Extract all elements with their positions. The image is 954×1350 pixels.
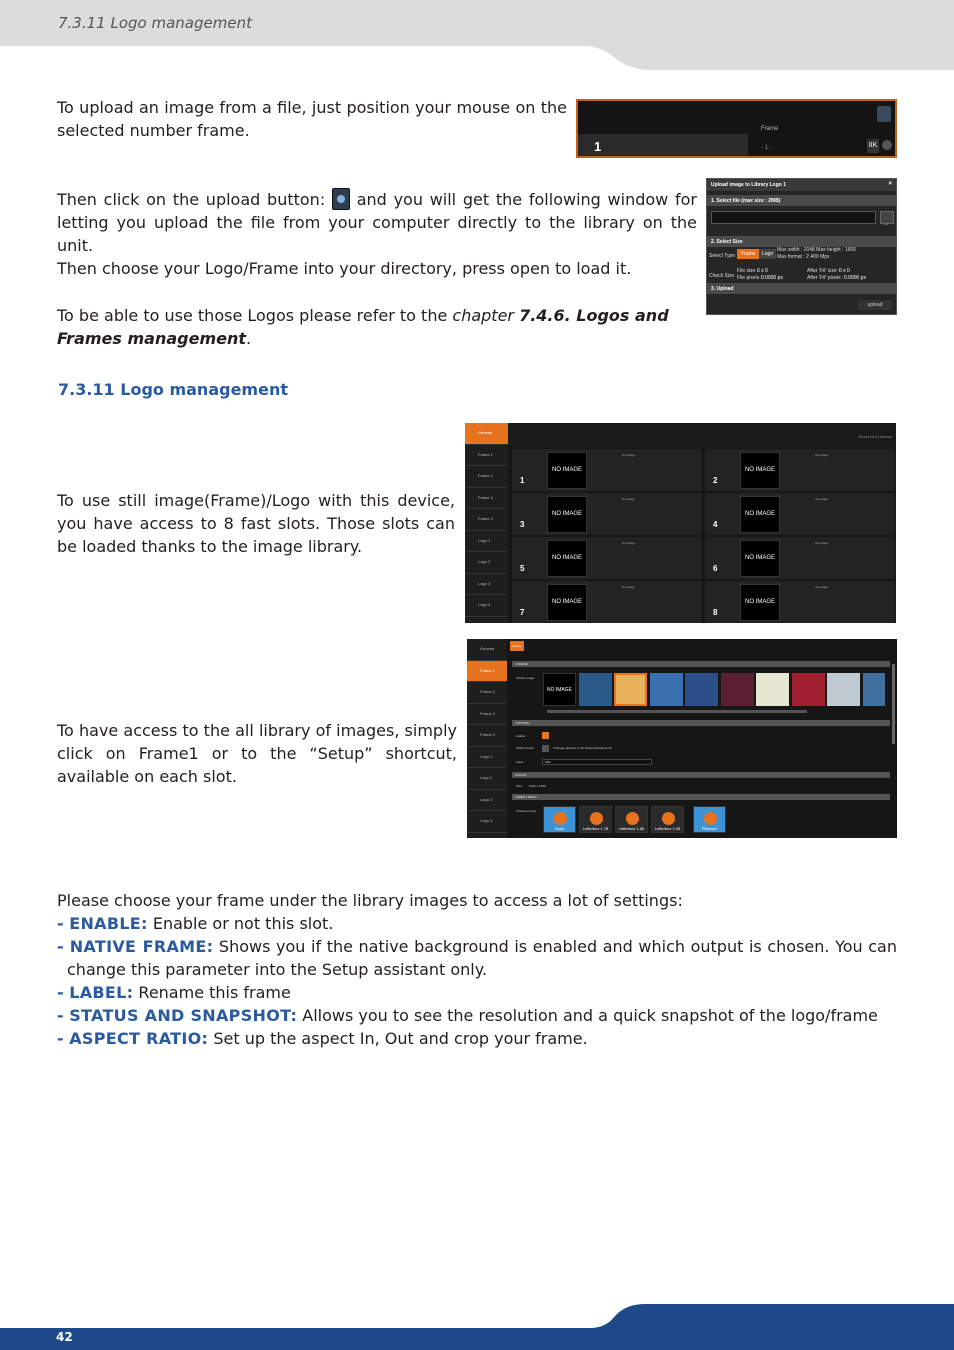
sidebar-item-general[interactable]: General: [467, 639, 507, 661]
sidebar-item-logo4[interactable]: Logo 4: [467, 811, 507, 833]
upload-click-text: [57, 188, 697, 257]
slot-1[interactable]: [512, 449, 702, 491]
slot-8[interactable]: [705, 581, 895, 623]
slot-number: 6: [713, 564, 718, 573]
size-value: 1920 x 1080: [529, 784, 546, 788]
slot-thumb: NO IMAGE: [547, 496, 587, 533]
sidebar-item-frame3[interactable]: Frame 3: [467, 704, 507, 726]
aspect-label: Letterbox 1.78: [582, 826, 609, 831]
setting-desc: Allows you to see the resolution and a quick snapshot of the logo/frame: [302, 1006, 878, 1025]
sidebar-item-logo3[interactable]: Logo 3: [465, 574, 508, 596]
aspect-pillarbox-button[interactable]: [693, 806, 726, 833]
aspect-letterbox178-button[interactable]: [579, 806, 612, 833]
sidebar-item-frame2[interactable]: Frame 2: [467, 682, 507, 704]
sidebar-item-frame1[interactable]: Frame 1: [465, 445, 508, 467]
upload-intro-text: To upload an image from a file, just position your mouse on the selected number frame.: [57, 98, 567, 140]
file-pixels-label: File pixels :: [737, 275, 763, 281]
library-thumb[interactable]: [792, 673, 825, 706]
upload-submit-button[interactable]: upload: [858, 300, 892, 310]
library-thumb-selected[interactable]: [614, 673, 647, 706]
max-dim-text: Max width : 2048 Max height : 1600: [777, 247, 856, 253]
library-scrollbar[interactable]: [547, 710, 807, 713]
file-size-label: File size :: [737, 268, 759, 274]
slot-info: No image: [622, 541, 635, 545]
setting-desc: Set up the aspect In, Out and crop your frame.: [213, 1029, 588, 1048]
choose-text: Then choose your Logo/Frame into your directory, press open to load it.: [57, 259, 632, 278]
slot-thumb: NO IMAGE: [740, 584, 780, 621]
setting-desc: Rename this frame: [138, 983, 291, 1002]
slots-sidebar: [465, 423, 508, 623]
slot-info: No image: [622, 585, 635, 589]
reset-button[interactable]: Reset All to default: [858, 434, 892, 439]
file-path-input[interactable]: [711, 211, 876, 224]
refer-chapter-title: 7.4.6. Logos and Frames management: [57, 306, 669, 348]
aspect-dot: [626, 812, 639, 825]
page-footer-band: [0, 1300, 954, 1350]
setting-term: STATUS AND SNAPSHOT:: [69, 1006, 298, 1025]
slot-thumb: NO IMAGE: [547, 540, 587, 577]
slot-5[interactable]: [512, 537, 702, 579]
slot-frame-screenshot: [576, 99, 897, 158]
setting-term: ENABLE:: [69, 914, 148, 933]
aspect-label: Pillarbox: [701, 826, 718, 831]
slots-topbar: [508, 423, 896, 448]
library-thumb[interactable]: [721, 673, 754, 706]
control-bar: CONTROL: [512, 720, 890, 726]
refer-text: [57, 304, 702, 350]
aspect-letterbox185-button[interactable]: [615, 806, 648, 833]
setting-label: - LABEL: Rename this frame: [57, 983, 291, 1002]
slot-thumb: NO IMAGE: [547, 452, 587, 489]
sidebar-item-general[interactable]: General: [465, 423, 508, 445]
after-fit-px-value: 0.0000 px: [844, 275, 866, 281]
slot-info: No image: [815, 453, 828, 457]
after-fit-px-label: After 'Fit' pixels :: [807, 275, 844, 281]
page-number: 42: [56, 1330, 73, 1344]
sidebar-item-logo2[interactable]: Logo 2: [467, 768, 507, 790]
vertical-scrollbar[interactable]: [892, 664, 895, 744]
library-thumb[interactable]: [579, 673, 612, 706]
tab-frame[interactable]: Frame: [510, 641, 524, 651]
label-input[interactable]: [542, 759, 652, 765]
setting-term: NATIVE FRAME:: [69, 937, 214, 956]
setting-term: ASPECT RATIO:: [69, 1029, 209, 1048]
label-value: IMG: [545, 760, 551, 764]
max-format-text: Max format : 2 400 Mpx: [777, 254, 830, 260]
frame-type-button[interactable]: Frame: [737, 249, 759, 259]
enable-label: Enable: [516, 734, 526, 738]
slot-info: No image: [815, 497, 828, 501]
setting-desc: Enable or not this slot.: [152, 914, 334, 933]
slot-number: 5: [520, 564, 525, 573]
setting-term: LABEL:: [69, 983, 134, 1002]
slot-number: 2: [713, 476, 718, 485]
slot-4[interactable]: [705, 493, 895, 535]
sidebar-item-logo2[interactable]: Logo 2: [465, 552, 508, 574]
dialog-title: [707, 179, 896, 191]
status-bar: STATUS: [512, 772, 890, 778]
slot-thumb: NO IMAGE: [547, 584, 587, 621]
protected-crop-label: Protected Crop: [516, 809, 537, 813]
slot-2[interactable]: [705, 449, 895, 491]
sidebar-item-logo1[interactable]: Logo 1: [467, 747, 507, 769]
section-title: 7.3.11 Logo management: [58, 380, 288, 399]
check-size-label: Check Size: [709, 273, 735, 279]
refer-end: .: [246, 329, 252, 348]
library-thumb[interactable]: [650, 673, 683, 706]
slot-thumb: NO IMAGE: [740, 540, 780, 577]
library-thumb[interactable]: [756, 673, 789, 706]
sidebar-item-frame4[interactable]: Frame 4: [465, 509, 508, 531]
step3-bar: 3. Upload: [707, 283, 896, 294]
slot-number: 1: [520, 476, 525, 485]
upload-click-a: Then click on the upload button:: [57, 190, 326, 209]
slot-7[interactable]: [512, 581, 702, 623]
upload-icon[interactable]: [877, 106, 891, 122]
dialog-title-text: Upload image to Library Logo 1: [711, 182, 787, 188]
slot-info: No image: [815, 541, 828, 545]
slots-screenshot: [465, 423, 896, 623]
native-frame-checkbox: [542, 745, 549, 752]
native-frame-note: Changes allowed in the Setup Assistant only: [553, 746, 613, 750]
slots-text: To use still image(Frame)/Logo with this device, you have access to 8 fast slots. Those slots can be loaded thanks to the image library.: [57, 491, 455, 556]
after-fit-label: After 'Fit' size :: [807, 268, 840, 274]
sidebar-item-frame1[interactable]: Frame 1: [467, 661, 507, 683]
sidebar-item-frame3[interactable]: Frame 3: [465, 488, 508, 510]
settings-list: [57, 912, 897, 1050]
info-icon[interactable]: IIK: [867, 139, 879, 153]
slot-info: No image: [815, 585, 828, 589]
aspect-label: Letterbox 2.35: [654, 826, 681, 831]
setting-native-frame: - NATIVE FRAME: Shows you if the native background is enabled and which output is chosen. You can change this parameter into the Setup assistant only.: [57, 937, 897, 979]
sidebar-item-logo4[interactable]: Logo 4: [465, 595, 508, 617]
aspect-dot: [704, 812, 717, 825]
upload-click-b: and you will get the following window for letting you upload the file from your computer directly to the library on the unit.: [57, 190, 698, 255]
enable-checkbox[interactable]: [542, 732, 549, 739]
library-image-label: Library Image: [516, 676, 535, 680]
browse-button[interactable]: [880, 211, 894, 227]
aspect-dot: [662, 812, 675, 825]
file-pixels-value: 0.0000 px: [761, 275, 783, 281]
aspect-dot: [590, 812, 603, 825]
gear-icon[interactable]: [882, 140, 892, 150]
native-frame-label: Native Frame: [516, 746, 535, 750]
refer-a: To be able to use those Logos please refer to the: [57, 306, 448, 325]
logo-type-button[interactable]: Logo: [759, 249, 776, 259]
sidebar-item-frame2[interactable]: Frame 2: [465, 466, 508, 488]
slot-number: 4: [713, 520, 718, 529]
slot-number: 8: [713, 608, 718, 617]
slot-band: [578, 134, 748, 156]
slot-thumb: NO IMAGE: [740, 496, 780, 533]
step2-bar: 2. Select Size: [707, 236, 896, 247]
library-no-image[interactable]: NO IMAGE: [543, 673, 576, 706]
aspect-label: Letterbox 1.85: [618, 826, 645, 831]
aspect-label: None: [554, 826, 565, 831]
slot-number: 1: [594, 139, 602, 154]
settings-intro: Please choose your frame under the library images to access a lot of settings:: [57, 891, 683, 910]
aspect-dot: [554, 812, 567, 825]
slot-label: Frame: [761, 126, 779, 132]
slot-number: 7: [520, 608, 525, 617]
upload-button-icon: [332, 188, 350, 210]
slot-info: No image: [622, 497, 635, 501]
header-title: 7.3.11 Logo management: [58, 14, 252, 32]
setting-status: - STATUS AND SNAPSHOT: Allows you to see the resolution and a quick snapshot of the logo/frame: [57, 1006, 878, 1025]
upload-dialog-screenshot: [706, 178, 897, 315]
slot-6[interactable]: [705, 537, 895, 579]
sidebar-item-logo3[interactable]: Logo 3: [467, 790, 507, 812]
page-header-band: [0, 0, 954, 70]
file-size-value: 0 x 0: [757, 268, 768, 274]
slot-info: No image: [622, 453, 635, 457]
select-type-label: Select Type: [709, 253, 736, 259]
slot-3[interactable]: [512, 493, 702, 535]
slot-thumb: NO IMAGE: [740, 452, 780, 489]
library-thumb[interactable]: [827, 673, 860, 706]
setting-enable: - ENABLE: Enable or not this slot.: [57, 914, 334, 933]
library-sidebar: [467, 639, 507, 838]
library-thumb[interactable]: [685, 673, 718, 706]
size-label: Size: [516, 784, 522, 788]
aspect-none-button[interactable]: [543, 806, 576, 833]
source-bar: SOURCE: [512, 661, 890, 667]
slot-sub: - 1 -: [761, 145, 772, 151]
aspect-letterbox235-button[interactable]: [651, 806, 684, 833]
close-icon[interactable]: ×: [888, 181, 892, 187]
sidebar-item-logo1[interactable]: Logo 1: [465, 531, 508, 553]
aspect-ratio-bar: ASPECT RATIO: [512, 794, 890, 800]
setting-desc: Shows you if the native background is enabled and which output is chosen. You can change this parameter into the Setup assistant only.: [67, 937, 897, 979]
slot-number: 3: [520, 520, 525, 529]
refer-chapter: chapter: [452, 306, 514, 325]
library-screenshot: [467, 639, 897, 838]
browse-label: ...: [884, 221, 889, 227]
library-thumb[interactable]: [863, 673, 885, 706]
after-fit-value: 0 x 0: [839, 268, 850, 274]
step1-bar: 1. Select file (max size : 2MB): [707, 195, 896, 206]
sidebar-item-frame4[interactable]: Frame 4: [467, 725, 507, 747]
setting-aspect-ratio: - ASPECT RATIO: Set up the aspect In, Out and crop your frame.: [57, 1029, 588, 1048]
label-label: Label: [516, 760, 524, 764]
library-text: To have access to the all library of images, simply click on Frame1 or to the “Setup” shortcut, available on each slot.: [57, 721, 457, 786]
